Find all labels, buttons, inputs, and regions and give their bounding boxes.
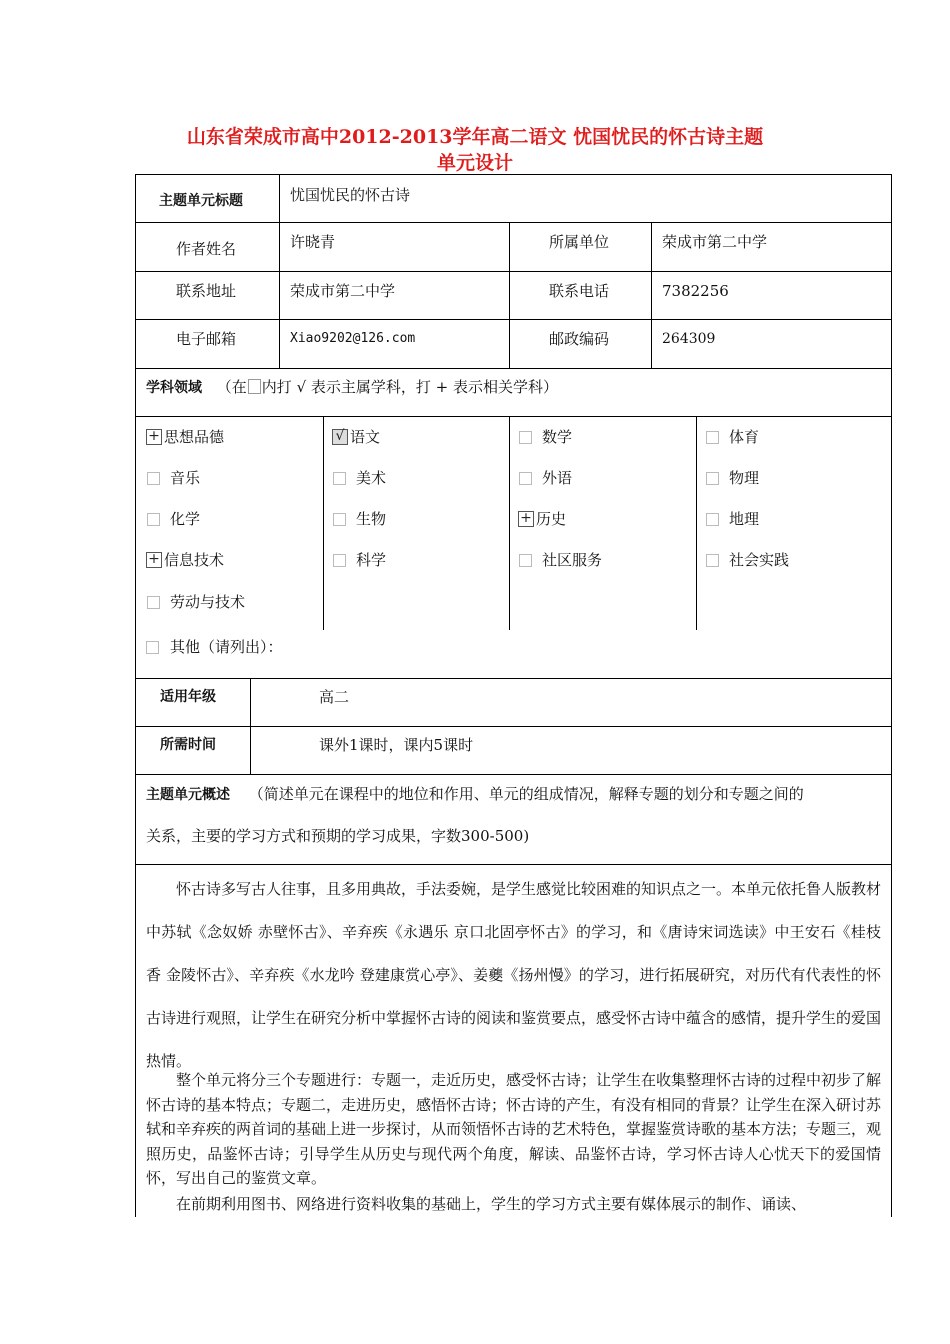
title-line-2: 单元设计 [436, 152, 513, 174]
topic-value: 忧国忧民的怀古诗 [290, 186, 411, 204]
subject-hint-pre: （在 [216, 378, 247, 396]
phone-value: 7382256 [662, 282, 729, 300]
document-title [0, 124, 950, 176]
subject-label-劳动与技术: 劳动与技术 [170, 593, 246, 611]
grade-value: 高二 [319, 688, 350, 706]
subject-label-科学: 科学 [356, 551, 387, 569]
time-value: 课外1课时，课内5课时 [319, 736, 474, 754]
time-label: 所需时间 [160, 737, 216, 753]
checkbox-音乐[interactable] [147, 472, 160, 485]
subject-label-社区服务: 社区服务 [542, 551, 603, 569]
email-value: Xiao9202@126.com [290, 331, 416, 346]
checkbox-sample-icon [248, 379, 261, 394]
checkbox-物理[interactable] [706, 472, 719, 485]
zip-value: 264309 [662, 331, 716, 347]
overview-header [146, 784, 804, 805]
subject-label-化学: 化学 [170, 510, 201, 528]
design-form-table [135, 174, 892, 1217]
author-label: 作者姓名 [176, 240, 237, 258]
checkbox-美术[interactable] [333, 472, 346, 485]
subject-hint-post: 内打 √ 表示主属学科，打 + 表示相关学科） [261, 378, 558, 396]
address-label: 联系地址 [176, 282, 237, 300]
overview-paragraph-2: 整个单元将分三个专题进行：专题一，走近历史，感受怀古诗；让学生在收集整理怀古诗的过程中初步了解怀古诗的基本特点；专题二，走进历史，感悟怀古诗；怀古诗的产生，有没有相同的背景？让学生在深入研讨苏轼和辛弃疾的两首词的基础上进一步探讨，从而领悟怀古诗的艺术特色，掌握鉴赏诗歌的基本方法；专题三，观照历史，品鉴怀古诗；引导学生从历史与现代两个角度，解读、品鉴怀古诗，学习怀古诗人心忧天下的爱国情怀，写出自己的鉴赏文章。 [146, 1071, 882, 1187]
author-value: 许晓青 [290, 233, 336, 251]
checkbox-社会实践[interactable] [706, 554, 719, 567]
title-line-1: 山东省荣成市高中2012-2013学年高二语文 忧国忧民的怀古诗主题 [186, 126, 764, 148]
phone-label: 联系电话 [549, 282, 610, 300]
checkbox-语文[interactable]: √ [332, 429, 348, 445]
subject-header [146, 377, 558, 398]
subject-label-体育: 体育 [729, 428, 760, 446]
subject-label: 学科领域 [146, 380, 202, 396]
unit-label: 所属单位 [549, 233, 610, 251]
checkbox-外语[interactable] [519, 472, 532, 485]
unit-value: 荣成市第二中学 [662, 233, 768, 251]
checkbox-数学[interactable] [519, 431, 532, 444]
overview-paragraph-1: 怀古诗多写古人往事，且多用典故，手法委婉，是学生感觉比较困难的知识点之一。本单元依托鲁人版教材中苏轼《念奴娇 赤壁怀古》、辛弃疾《永遇乐 京口北固亭怀古》的学习，和《唐诗宋词选读》中王安石《桂枝香 金陵怀古》、辛弃疾《水龙吟 登建康赏心亭》、姜夔《扬州慢》的学习，进行拓展研究，对历代有代表性的怀古诗进行观照，让学生在研究分析中掌握怀古诗的阅读和鉴赏要点，感受怀古诗中蕴含的感情，提升学生的爱国热情。 [146, 880, 882, 1070]
zip-label: 邮政编码 [549, 330, 610, 348]
grade-label: 适用年级 [160, 689, 216, 705]
topic-label: 主题单元标题 [159, 193, 243, 209]
checkbox-劳动与技术[interactable] [147, 596, 160, 609]
checkbox-生物[interactable] [333, 513, 346, 526]
overview-label: 主题单元概述 [146, 787, 230, 803]
overview-paragraph-3: 在前期利用图书、网络进行资料收集的基础上，学生的学习方式主要有媒体展示的制作、诵读、 [176, 1195, 807, 1213]
subject-label-历史: 历史 [536, 510, 567, 528]
address-value: 荣成市第二中学 [290, 282, 396, 300]
subject-label-物理: 物理 [729, 469, 760, 487]
other-label: 其他（请列出）： [170, 638, 283, 656]
checkbox-信息技术[interactable]: + [146, 552, 162, 568]
other-checkbox[interactable] [146, 641, 159, 654]
checkbox-历史[interactable]: + [518, 511, 534, 527]
checkbox-思想品德[interactable]: + [146, 429, 162, 445]
subject-label-数学: 数学 [542, 428, 573, 446]
email-label: 电子邮箱 [176, 330, 237, 348]
subject-label-外语: 外语 [542, 469, 573, 487]
checkbox-科学[interactable] [333, 554, 346, 567]
subject-label-信息技术: 信息技术 [164, 551, 225, 569]
subject-label-美术: 美术 [356, 469, 387, 487]
subject-label-社会实践: 社会实践 [729, 551, 790, 569]
checkbox-地理[interactable] [706, 513, 719, 526]
subject-label-音乐: 音乐 [170, 469, 201, 487]
subject-label-语文: 语文 [350, 428, 381, 446]
subject-label-地理: 地理 [729, 510, 760, 528]
overview-hint-line-2: 关系，主要的学习方式和预期的学习成果，字数300-500) [146, 827, 530, 845]
checkbox-社区服务[interactable] [519, 554, 532, 567]
overview-hint-line-1: （简述单元在课程中的地位和作用、单元的组成情况，解释专题的划分和专题之间的 [248, 785, 804, 803]
checkbox-体育[interactable] [706, 431, 719, 444]
checkbox-化学[interactable] [147, 513, 160, 526]
subject-label-思想品德: 思想品德 [164, 428, 225, 446]
subject-label-生物: 生物 [356, 510, 387, 528]
